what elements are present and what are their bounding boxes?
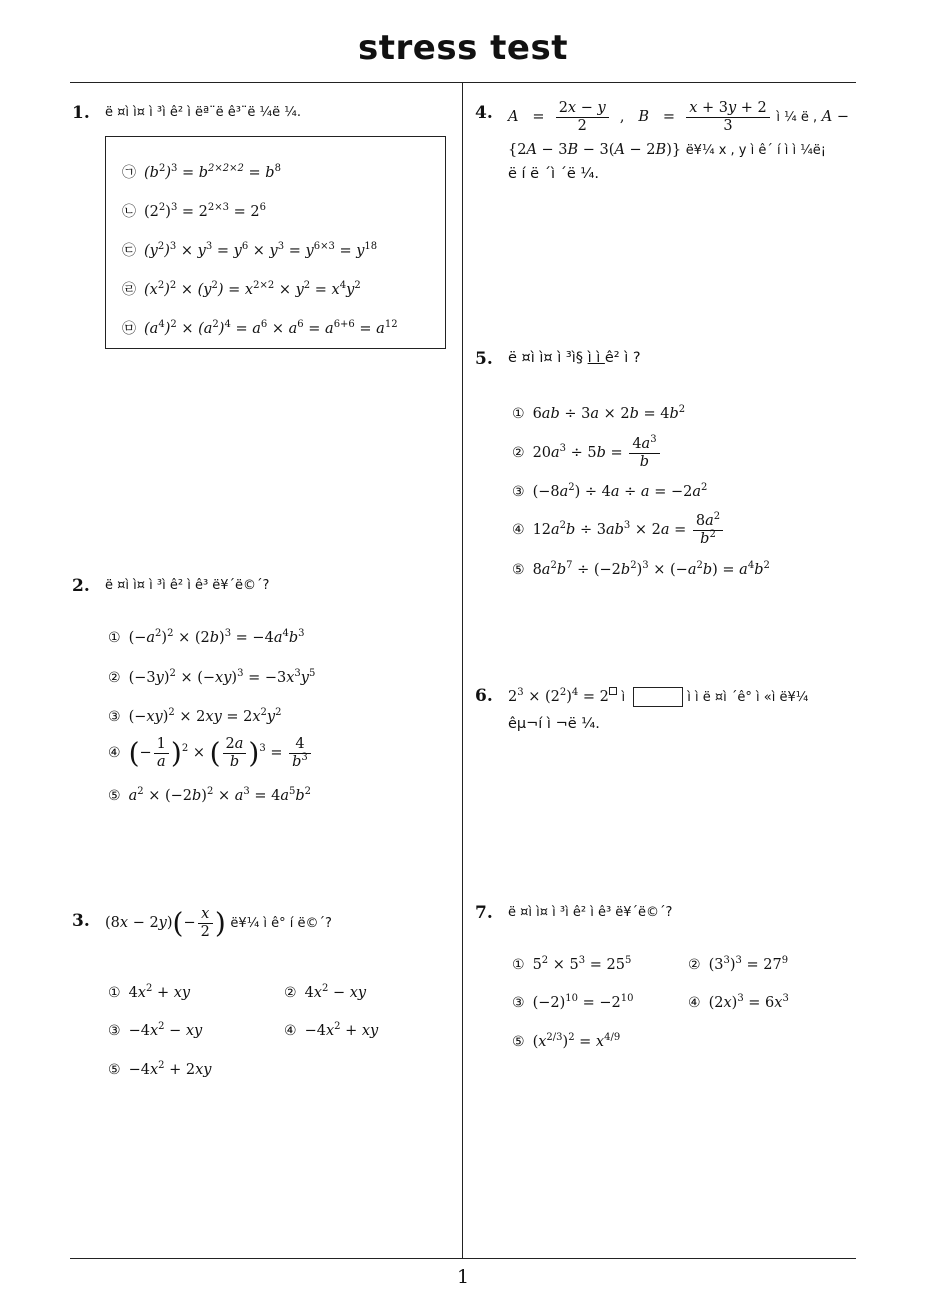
q1-item-1: ㉠ $(b^2)^3 = b^{2\times 2\times 2} = b^8$ [122,163,281,181]
q2-number: 2. [72,576,90,596]
q6-answer-box [633,687,683,707]
q6-number: 6. [475,686,493,706]
q3-prompt: (8x − 2y)(− $\frac{x}{2}$ ) ë¥¼ ì ê° í ë©´? [105,906,332,940]
q7-choice-1: ① $5^2 \times 5^3 = 25^5$ [512,955,632,973]
q2-choice-1: ① $(-a^2)^2 \times (2b)^3 = -4a^4b^3$ [108,628,305,646]
q2-choice-4: ④ (− $\frac{1}{a}$ )$^2$ × ( $\frac{2a}{b}$ )$^3$ = $\frac{4}{b^3}$ [108,736,313,770]
q7-choice-3: ③ $(-2)^{10} = -2^{10}$ [512,993,634,1011]
q3-choice-4: ④ $-4x^2$ + xy [284,1021,379,1039]
q7-choice-2: ② $(3^3)^3 = 27^9$ [688,955,789,973]
q4-line-1: A = $\frac{2x - y}{2}$ , B = $\frac{x + 3y + 2}{3}$ ì ¼ ë , A − [508,100,849,134]
q5-choice-2: ② $20a^3 \div 5b$ = $\frac{4a^3}{b}$ [512,436,662,470]
q4-number: 4. [475,103,493,123]
q3-number: 3. [72,911,90,931]
q7-choice-5: ⑤ $(x^{2/3})^2 = x^{4/9}$ [512,1032,621,1050]
q7-choice-4: ④ $(2x)^3 = 6x^3$ [688,993,789,1011]
q3-choice-2: ② $4x^2$ − xy [284,983,367,1001]
q2-prompt: ë ¤ì ì¤ ì ³ì ê² ì ê³ ë¥´ë©´? [105,578,270,593]
q2-choice-2: ② $(-3y)^2 \times (-xy)^3 = -3x^3y^5$ [108,668,316,686]
q5-prompt: ë ¤ì ì¤ ì ³ì§ ì ì ê² ì ? [508,350,641,366]
column-divider [462,83,463,1259]
top-rule [70,82,856,83]
q5-choice-1: ① $6ab \div 3a \times 2b = 4b^2$ [512,404,686,422]
q3-choice-3: ③ $-4x^2$ − xy [108,1021,203,1039]
q7-number: 7. [475,903,493,923]
q2-choice-5: ⑤ $a^2 \times (-2b)^2 \times a^3 = 4a^5b^2$ [108,786,312,804]
q5-choice-5: ⑤ $8a^2b^7 \div (-2b^2)^3 \times (-a^2b) = a^4b^2$ [512,560,770,578]
q1-item-2: ㉡ $(2^2)^3 = 2^{2\times 3} = 2^6$ [122,202,266,220]
q3-choice-1: ① $4x^2$ + xy [108,983,191,1001]
q1-prompt: ë ¤ì ì¤ ì ³ì ê² ì ëª¨ë ê³¨ë ¼ë ¼. [105,105,302,120]
q4-line-2: {2A − 3B − 3(A − 2B)} ë¥¼ x , y ì ê´ í ì ì ¼ë¡ [508,142,827,158]
q1-item-3: ㉢ $(y^2)^3 \times y^3 = y^6 \times y^3 = y^{6\times 3} = y^{18}$ [122,241,378,259]
q6-line-1: $2^3 \times (2^2)^4 = 2$ ì ì ì ë ¤ì ´ê° ì «ì ë¥¼ [508,687,809,705]
page-title: stress test [358,28,568,68]
q1-item-5: ㉤ $(a^4)^2 \times (a^2)^4 = a^6 \times a^6 = a^{6+6} = a^{12}$ [122,319,398,337]
q5-choice-3: ③ $(-8a^2) \div 4a \div a = -2a^2$ [512,482,708,500]
page-number: 1 [456,1266,470,1288]
q2-choice-3: ③ $(-xy)^2 \times 2xy = 2x^2y^2$ [108,707,282,725]
q7-prompt: ë ¤ì ì¤ ì ³ì ê² ì ê³ ë¥´ë©´? [508,905,673,920]
q4-line-3: ë í ë ´ì ´ë ¼. [508,166,600,182]
q5-choice-4: ④ $12a^2b \div 3ab^3 \times 2a$ = $\frac{8a^2}{b^2}$ [512,513,725,547]
q3-choice-5: ⑤ $-4x^2 + 2xy$ [108,1060,212,1078]
q1-number: 1. [72,103,90,123]
bottom-rule [70,1258,856,1259]
q6-line-2: êµ¬í ì ¬ë ¼. [508,716,600,732]
q1-item-4: ㉣ $(x^2)^2 \times (y^2) = x^{2\times 2} \times y^2 = x^4y^2$ [122,280,361,298]
q5-number: 5. [475,349,493,369]
